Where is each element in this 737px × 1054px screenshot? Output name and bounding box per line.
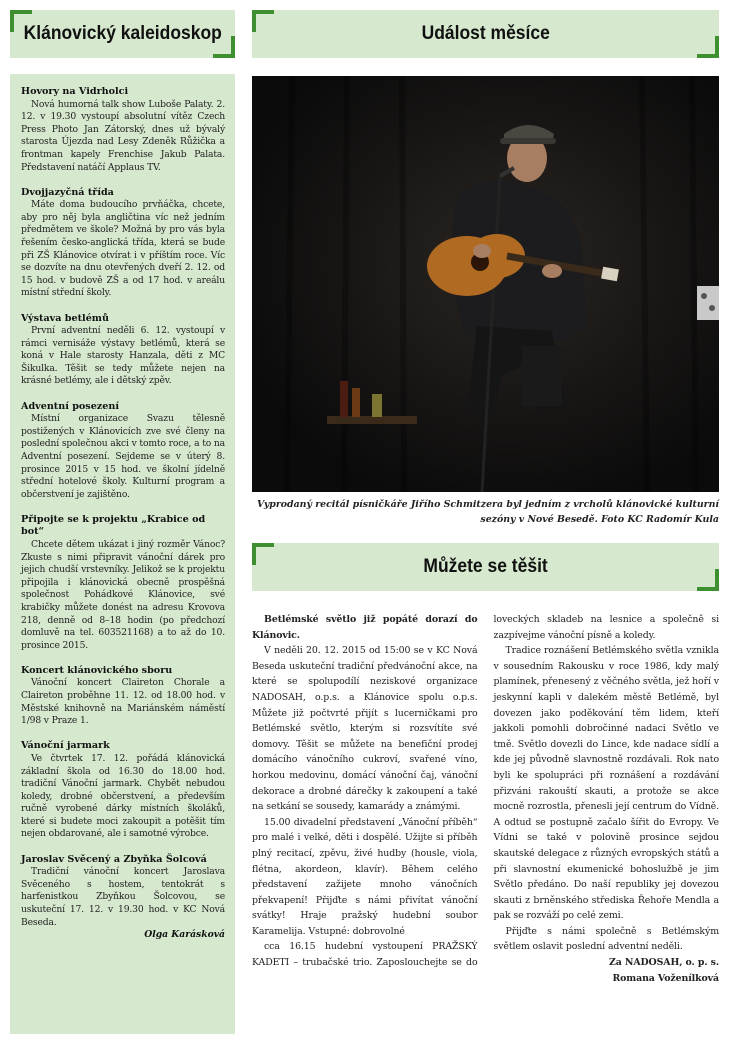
news-item-text: První adventní neděli 6. 12. vystoupí v rámci vernisáže výstavy betlémů, která se koná v Hale starosty Hanzala, děti z MC Šikulka. Těšit se tedy můžete nejen na krásné betlémy, ale i dětský zpěv. — [21, 325, 225, 387]
news-item — [21, 665, 225, 728]
news-item-title: Vánoční jarmark — [21, 740, 110, 752]
kaleidoscope-column — [10, 74, 235, 1034]
left-header-title: Klánovický kaleidoskop — [23, 23, 222, 44]
news-item — [21, 854, 225, 930]
article-signature-org: Za NADOSAH, o. p. s. — [609, 957, 719, 969]
news-item-text: Vánoční koncert Claireton Chorale a Claireton proběhne 11. 12. od 18.00 hod. v Městské knihovně na Mariánském náměstí 1/98 v Praze 1. — [21, 677, 225, 727]
news-item — [21, 187, 225, 300]
news-item — [21, 313, 225, 389]
news-item — [21, 740, 225, 841]
news-item — [21, 401, 225, 502]
corner-bracket-icon — [697, 36, 719, 58]
guitarist-illustration — [252, 76, 719, 492]
news-item-text: Chcete dětem ukázat i jiný rozměr Vánoc? Zkuste s nimi připravit vánoční dárek pro jejich chudší vrstevníky. Jelikož se k projektu připojila i klánovická obecně prospěšná společnost Pohádkové Klánovice, své krabičky můžete donést na adresu Krovova 218, denně od 8–18 hodin (po předchozí domluvě na tel. 603521168) a to až do 10. prosince 2015. — [21, 539, 225, 651]
news-item-text: Tradiční vánoční koncert Jaroslava Svěceného s hostem, tentokrát s harfenistkou Zbyňkou Šolcovou, se uskuteční 17. 12. v 19.30 hod. v KC Nová Beseda. — [21, 866, 225, 928]
corner-bracket-icon — [252, 10, 274, 32]
event-header-title: Událost měsíce — [421, 23, 550, 44]
article-paragraph: cca 16.15 hudební vystoupení PRAŽSKÝ KADETI – trubačské trio. Zaposlouchejte se do loveckých skladeb na lesnice a společně si zazpívejme vánoční písně a koledy. — [252, 614, 719, 969]
news-item-title: Výstava betlémů — [21, 312, 109, 324]
look-forward-header-title: Můžete se těšit — [423, 556, 548, 577]
article-paragraph: Přijďte s námi společně s Betlémským světlem oslavit poslední adventní neděli. — [493, 925, 719, 953]
concert-photo — [252, 76, 719, 492]
left-column-signature: Olga Karásková — [144, 929, 225, 941]
news-item-title: Jaroslav Svěcený a Zbyňka Šolcová — [21, 853, 207, 865]
corner-bracket-icon — [213, 36, 235, 58]
news-item-title: Hovory na Vidrholci — [21, 86, 129, 97]
look-forward-header — [252, 543, 719, 591]
article-paragraph: V neděli 20. 12. 2015 od 15:00 se v KC Nová Beseda uskuteční tradiční předvánoční akce, na které se spolupodílí neziskové organizace NADOSAH, o.p.s. a Klánovice spolu o.p.s. Můžete již počtvrté přijít s lucerničkami pro Betlémské světlo, kterým si rozsvítíte své domovy. Těšit se můžete na benefiční prodej domácího vánočního cukroví, svařené víno, horkou medovinu, domácí vánoční čaj, vánoční dekorace a drobné dárečky k zakoupení a také na setkání se sousedy, kamarády a známými. — [252, 645, 478, 813]
article-paragraph: Tradice roznášení Betlémského světla vznikla v sousedním Rakousku v roce 1986, kdy malý plamínek, přenesený z věčného světla, jež hoří v jeskynní kapli v dalekém městě Betlémě, byl dovezen jako poděkování těm lidem, kteří jakkoli pomohli dobročinné nadaci Světlo ve tmě. Světlo dovezli do Lince, kde nadace sídlí a kde jej původně slavnostně rozdávali. Rok nato byli ke spolupráci při roznášení a rozdávání přizváni rakouští skauti, a protože se akce mocně rozrostla, přenesli její centrum do Vídně. A odtud se postupně začalo šířit do Evropy. Ve Vídni se také v polovině prosince sejdou skautské delegace z různých evropských států a při slavnostní ekumenické bohoslužbě je jim Světlo předáno. Do naší republiky jej dovezou skauti z brněnského střediska Řehoře Mendla a pak se rozváží po celé zemi. — [493, 645, 719, 922]
news-item-title: Připojte se k projektu „Krabice od bot“ — [21, 513, 206, 538]
article-lead: Betlémské světlo již popáté dorazí do Klánovic. — [252, 614, 478, 641]
news-item — [21, 86, 225, 174]
article-signature-name: Romana Voženílková — [612, 972, 719, 984]
left-column-header — [10, 10, 235, 58]
article-paragraph: 15.00 divadelní představení „Vánoční příběh“ pro malé i velké, děti i dospělé. Užijte si příběh plný recitací, zpěvu, živé hudby (housle, viola, flétna, akordeon, klavír). Během celého představení zažijete mnoho vánočních překvapení! Přijďte s námi přivítat vánoční svátky! Hraje pražský hudební soubor Karamelija. Vstupné: dobrovolné — [252, 816, 478, 937]
event-header — [252, 10, 719, 58]
news-item — [21, 514, 225, 653]
news-item-title: Dvojjazyčná třída — [21, 186, 114, 198]
bethlehem-light-article — [252, 612, 719, 1032]
news-item-text: Ve čtvrtek 17. 12. pořádá klánovická základní škola od 16.30 do 18.00 hod. tradiční Vánoční jarmark. Chybět nebudou koledy, drobné občerstvení, a především ručně vyrobené dárky místních školáků, které si budete moci zakoupit a potěšit tím nejen obdarované, ale i samotné výrobce. — [21, 752, 225, 840]
news-item-title: Adventní posezení — [21, 400, 119, 412]
photo-caption: Vyprodaný recitál písničkáře Jiřího Schmitzera byl jedním z vrcholů klánovické kulturní sezóny v Nové Besedě. Foto KC Radomír Kula — [256, 499, 719, 525]
corner-bracket-icon — [252, 543, 274, 565]
news-item-text: Nová humorná talk show Luboše Palaty. 2. 12. v 19.30 vystoupí absolutní vítěz Czech Press Photo Jan Zátorský, dnes už bývalý starosta Újezda nad Lesy Zdeněk Růžička a frontman kapely Frenchise Jakub Palata. Představení natáčí Applaus TV. — [21, 98, 225, 173]
news-item-title: Koncert klánovického sboru — [21, 664, 173, 676]
news-item-text: Místní organizace Svazu tělesně postižených v Klánovicích zve své členy na poslední společnou akci v tomto roce, a to na Adventní posezení. Sejdeme se v úterý 8. prosince 2015 v 15 hod. ve školní jídelně střední hotelové školy. Kulturní program a občerstvení je zajištěno. — [21, 413, 225, 500]
corner-bracket-icon — [697, 569, 719, 591]
news-item-text: Máte doma budoucího prvňáčka, chcete, aby pro něj byla angličtina víc než jedním předmětem ve škole? Možná by pro vás byla řešením česko-anglická třída, která se bude při ZŠ Klánovice otvírat i v příštím roce. Víc se dozvíte na dnu otevřených dveří 2. 12. od 15 hod. v budově ZŠ a od 17 hod. v areálu místní střední školy. — [21, 199, 225, 299]
